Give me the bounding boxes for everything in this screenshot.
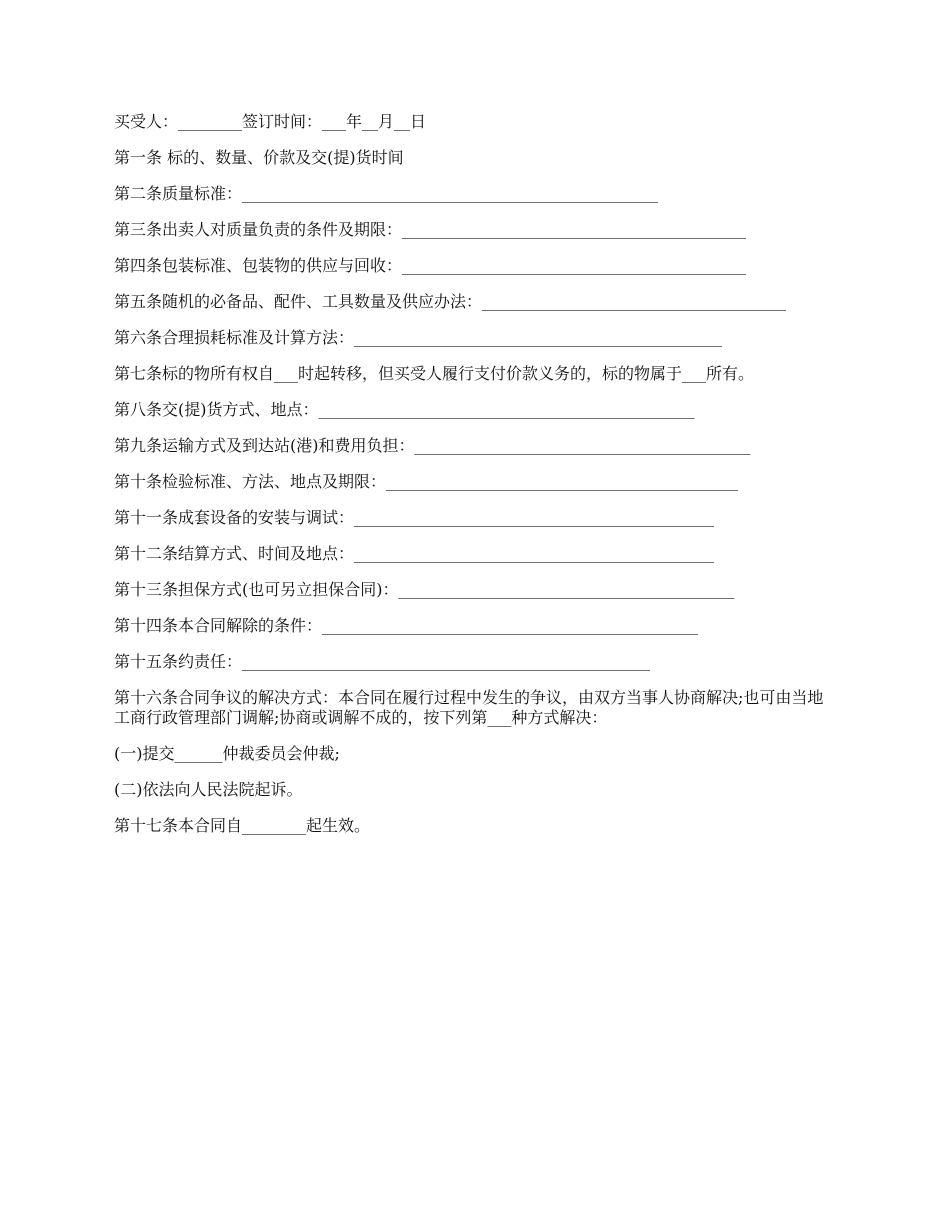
article-10: 第十条检验标准、方法、地点及期限：____________________________________________	[114, 472, 739, 491]
article-9: 第九条运输方式及到达站(港)和费用负担：__________________________________________	[114, 436, 751, 455]
article-3: 第三条出卖人对质量负责的条件及期限：___________________________________________	[114, 220, 747, 239]
article-8: 第八条交(提)货方式、地点：_______________________________________________	[114, 400, 695, 419]
article-13: 第十三条担保方式(也可另立担保合同)：__________________________________________	[114, 580, 735, 599]
article-1: 第一条 标的、数量、价款及交(提)货时间	[114, 148, 404, 167]
article-14: 第十四条本合同解除的条件：_______________________________________________	[114, 616, 699, 635]
article-7: 第七条标的物所有权自___时起转移，但买受人履行支付价款义务的，标的物属于___所有。	[114, 364, 755, 383]
option-1: (一)提交______仲裁委员会仲裁;	[114, 744, 340, 763]
article-12: 第十二条结算方式、时间及地点：_____________________________________________	[114, 544, 715, 563]
article-15: 第十五条约责任：___________________________________________________	[114, 652, 651, 671]
article-5: 第五条随机的必备品、配件、工具数量及供应办法：______________________________________	[114, 292, 787, 311]
article-2: 第二条质量标准：____________________________________________________	[114, 184, 659, 203]
contract-body	[114, 112, 826, 852]
option-2: (二)依法向人民法院起诉。	[114, 780, 303, 799]
article-17: 第十七条本合同自________起生效。	[114, 816, 371, 835]
article-16: 第十六条合同争议的解决方式：本合同在履行过程中发生的争议，由双方当事人协商解决;也可由当地工商行政管理部门调解;协商或调解不成的，按下列第___种方式解决：	[114, 688, 824, 727]
article-6: 第六条合理损耗标准及计算方法：______________________________________________	[114, 328, 723, 347]
buyer-line: 买受人：________签订时间：___年__月__日	[114, 112, 427, 131]
article-4: 第四条包装标准、包装物的供应与回收：___________________________________________	[114, 256, 747, 275]
article-11: 第十一条成套设备的安装与调试：_____________________________________________	[114, 508, 715, 527]
